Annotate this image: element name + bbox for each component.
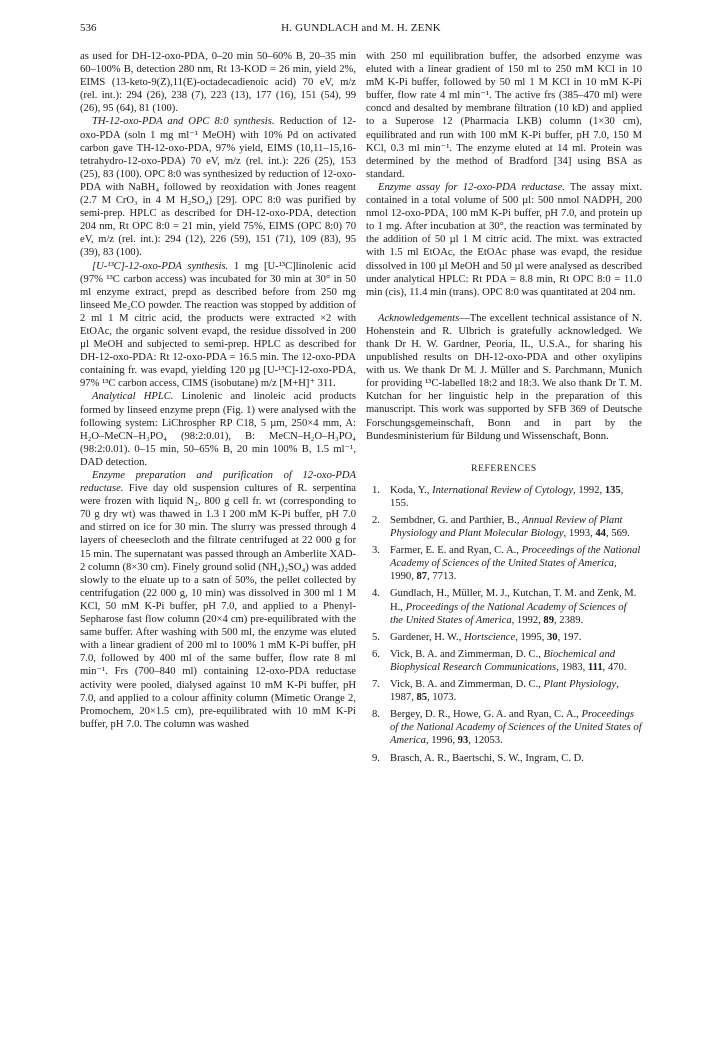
paragraph: as used for DH-12-oxo-PDA, 0–20 min 50–60% B, 20–35 min 60–100% B, detection 280 nm, Rt 13-KOD = 26 min, yield 2%, EIMS (13-keto-9(Z),11(E)-octadecadienoic acid) 70 eV, m/z (rel. int.): 294 (26), 238 (7), 223 (13), 177 (16), 151 (54), 99 (26), 95 (64), 81 (100). <box>80 51 356 115</box>
paragraph <box>80 390 356 469</box>
reference-number: 6. <box>372 648 380 660</box>
paragraph <box>80 115 356 259</box>
references-title: REFERENCES <box>471 463 537 474</box>
reference-number: 5. <box>372 631 380 643</box>
reference-list <box>366 484 642 765</box>
reference-authors: Vick, B. A. and Zimmerman, D. C., <box>390 679 544 691</box>
reference-journal: Biochemical and Biophysical Research Communications <box>390 648 616 673</box>
reference-number: 8. <box>372 709 380 721</box>
reference-year: , 1983, <box>556 661 588 673</box>
reference-volume: 89 <box>543 614 554 626</box>
paragraph: with 250 ml equilibration buffer, the adsorbed enzyme was eluted with a linear gradient of 150 ml to 250 mM KCl in 10 mM K-Pi buffer, followed by 50 ml 1 M KCl in 10 mM K-Pi buffer, flow rate 4 ml min⁻¹. The active frs (385–470 ml) were concd and desalted by membrane filtration (10 kD) and applied to a Superose 12 (Pharmacia LKB) column (1×30 cm), equilibrated and run with 100 mM K-Pi buffer, pH 7.0, 150 M KCl, 0.3 ml min⁻¹. The enzyme eluted at 14 ml. Protein was determined by the method of Bradford [34] using BSA as standard. <box>366 51 642 180</box>
reference-journal: Plant Physiology <box>543 679 617 691</box>
reference-year: , 1995, <box>515 631 547 643</box>
page-number: 536 <box>80 22 97 34</box>
right-column <box>366 50 642 769</box>
reference-authors: Brasch, A. R., Baertschi, S. W., Ingram, C. D. <box>390 752 584 764</box>
acknowledgements-body: —The excellent technical assistance of N. Hohenstein and R. Ulbrich is gratefully acknowledged. We thank Dr H. W. Gardner, Peoria, IL, U.S.A., for sharing his unpublished results on DH-12-oxo-PDA and other oxylipins with us. We thank Dr M. J. Müller and S. Parchmann, Munich for providing ¹³C-labelled 18:2 and 18:3. We also thank Dr T. M. Kutchan for her linguistic help in the preparation of this manuscript. This work was supported by SFB 369 of Deutsche Forschungsgemeinschaft, Bonn and in part by the Bundesministerium für Bildung und Wissenschaft, Bonn. <box>366 312 642 442</box>
reference-year: , 1992, <box>511 614 544 626</box>
reference-authors: Gundlach, H., Müller, M. J., Kutchan, T. M. and Zenk, M. H., <box>390 588 637 613</box>
reference-volume: 85 <box>416 692 428 704</box>
reference-number: 7. <box>372 679 380 691</box>
paragraph-body: Reduction of 12-oxo-PDA (soln 1 mg ml⁻¹ MeOH) with 10% Pd on activated carbon gave TH-12-oxo-PDA, 97% yield, EIMS (10,11–15,16-tetrahydro-12-oxo-PDA) 70 eV, m/z (rel. int.): 226 (25), 153 (25), 83 (100). OPC 8:0 was synthesized by reduction of 12-oxo-PDA with NaBH₄ followed by reoxidation with Jones reagent (2.7 M CrO₃ in 4 M H₂SO₄) [29]. OPC 8:0 was purified by semi-prep. HPLC as described for DH-12-oxo-PDA, detection 204 nm, Rt OPC 8:0 = 21 min, yield 75%, EIMS (OPC 8:0) 70 eV, m/z (rel. int.): 294 (12), 226 (59), 151 (71), 109 (83), 95 (39), 83 (100). <box>80 116 356 259</box>
acknowledgements <box>366 312 642 443</box>
reference-journal: Proceedings of the National Academy of Sciences of the United States of America <box>390 709 642 747</box>
reference-journal: Proceedings of the National Academy of Sciences of the United States of America <box>390 545 641 570</box>
paragraph-body: Five day old suspension cultures of R. serpentina were frozen with liquid N₂, 800 g cell fr. wt (corresponding to 70 g dry wt) was thawed in 1.3 l 200 mM K-Pi buffer, pH 7.0 and stirred on ice for 30 min. The slurry was pressed through 4 layers of cheesecloth and the filtrate centrifuged at 22 000 g for 15 min. The supernatant was passed through an Amberlite XAD-2 column (8×30 cm). Finely ground solid (NH₄)₂SO₄) was added slowly to the eluate up to a satn of 50%, the pellet collected by centrifugation (22 000 g, 10 min) was dissolved in 300 ml 1 M KCl, 50 mM K-Pi buffer, pH 7.0, and applied to a Phenyl-Sepharose fast flow column (20×4 cm) pre-equilibrated with the same buffer. After washing with 500 ml, the enzyme was eluted with a linear gradient of 200 ml to 100% 1 mM K-Pi buffer, pH 7.0, followed by 400 ml of the same buffer, flow rate 8 ml min⁻¹. Frs (700–840 ml) containing 12-oxo-PDA reductase activity were pooled, dialysed against 10 mM K-Pi buffer, pH 7.0, and applied to a colour affinity column (Mimetic Orange 2, Promochem, 20×1.5 cm), pre-equilibrated with 10 mM K-Pi buffer, pH 7.0. The column was washed <box>80 483 356 730</box>
reference-number: 9. <box>372 752 380 764</box>
reference-item <box>366 544 642 583</box>
reference-number: 4. <box>372 588 380 600</box>
reference-pages: , 470. <box>602 661 627 673</box>
reference-authors: Farmer, E. E. and Ryan, C. A., <box>390 545 522 557</box>
reference-year: , 1987, <box>390 679 619 704</box>
paragraph-heading: Analytical HPLC. <box>92 391 174 403</box>
reference-volume: 135 <box>604 484 621 496</box>
reference-item <box>366 648 642 674</box>
paragraph <box>366 181 642 299</box>
reference-authors: Sembdner, G. and Parthier, B., <box>390 515 523 526</box>
reference-journal: Annual Review of Plant Physiology and Plant Molecular Biology <box>390 515 623 540</box>
reference-volume: 111 <box>587 661 603 673</box>
reference-authors: Gardener, H. W., <box>390 631 465 643</box>
paragraph-heading: Enzyme preparation and purification of 12-oxo-PDA reductase. <box>80 470 356 495</box>
reference-pages: , 7713. <box>427 571 457 583</box>
acknowledgements-heading: Acknowledgements <box>378 312 460 324</box>
paragraph <box>80 260 356 391</box>
paragraph-body: Linolenic and linoleic acid products formed by linseed enzyme prepn (Fig. 1) were analysed with the following system: LiChrospher RP C18, 5 µm, 250×4 mm, A: H₂O–MeCN–H₃PO₄ (98:2:0.01), B: MeCN–H₂O–H₃PO₄ (98:2:0.01). 0–15 min, 50–65% B, 20 min 100% B, 1.5 ml⁻¹, DAD detection. <box>80 391 356 468</box>
reference-item <box>366 514 642 540</box>
reference-volume: 93 <box>457 735 469 747</box>
reference-year: , 1990, <box>390 558 617 583</box>
reference-pages: , 197. <box>557 631 582 643</box>
paragraph <box>80 469 356 731</box>
reference-pages: , 569. <box>605 528 630 540</box>
reference-journal: International Review of Cytology <box>432 484 574 496</box>
page-header <box>80 22 642 38</box>
running-title: H. GUNDLACH and M. H. ZENK <box>281 22 441 34</box>
reference-number: 3. <box>372 545 380 557</box>
paragraph-body: The assay mixt. contained in a total volume of 500 µl: 500 nmol NADPH, 200 nmol 12-oxo-PDA, 100 mM K-Pi buffer, pH 7.0, and protein up to 1 mg. After incubation at 30°, the reaction was terminated by the addition of 50 µl 1 M citric acid. The mixt. was extracted with 1.5 ml EtOAc, the EtOAc phase was evapd, the residue dissolved in 100 µl MeOH and 50 µl were analysed as described under analytical HPLC: Rt PDA = 8.8 min, Rt OPC 8:0 = 11.0 min (cis), 11.4 min (trans). OPC 8:0 was quantitated at 204 nm. <box>366 181 642 298</box>
reference-pages: , 155. <box>390 484 624 509</box>
left-column <box>80 50 356 731</box>
reference-number: 1. <box>372 484 380 496</box>
reference-authors: Bergey, D. R., Howe, G. A. and Ryan, C. A., <box>390 709 582 721</box>
reference-journal: Proceedings of the National Academy of Sciences of the United States of America <box>390 601 627 626</box>
reference-item <box>366 484 642 510</box>
paragraph-body: 1 mg [U-¹³C]linolenic acid (97% ¹³C carbon access) was incubated for 30 min at 30° in 50 ml enzyme extract, prepd as described before from 250 mg linseed Me₂CO powder. The reaction was stopped by addition of 2 ml 1 M citric acid, the products were extracted ×2 with EtOAc, the organic solvent evapd, the residue dissolved in 200 µl MeOH and subjected to semi-prep. HPLC as described for DH-12-oxo-PDA: Rt 12-oxo-PDA = 16.5 min. The 12-oxo-PDA containing fr. was evapd, yielding 120 µg [U-¹³C]-12-oxo-PDA, 97% ¹³C carbon access, CIMS (isobutane) m/z [M+H]⁺ 311. <box>80 260 357 390</box>
reference-year: , 1992, <box>573 484 605 496</box>
paragraph-heading: Enzyme assay for 12-oxo-PDA reductase. <box>378 181 565 193</box>
reference-item <box>366 587 642 626</box>
reference-item <box>366 678 642 704</box>
reference-number: 2. <box>372 515 380 526</box>
reference-item <box>366 631 642 644</box>
paragraph-heading: [U-¹³C]-12-oxo-PDA synthesis. <box>92 260 229 272</box>
reference-pages: , 2389. <box>554 614 584 626</box>
reference-pages: , 12053. <box>468 735 503 747</box>
reference-volume: 30 <box>546 631 558 643</box>
reference-year: , 1996, <box>425 735 458 747</box>
reference-volume: 87 <box>416 571 428 583</box>
reference-volume: 44 <box>595 528 606 540</box>
reference-journal: Hortscience <box>464 631 516 643</box>
reference-authors: Koda, Y., <box>390 484 433 496</box>
reference-year: , 1993, <box>563 528 596 540</box>
reference-authors: Vick, B. A. and Zimmerman, D. C., <box>390 648 544 660</box>
reference-item <box>366 708 642 747</box>
reference-item <box>366 752 642 765</box>
reference-pages: , 1073. <box>427 692 457 704</box>
paragraph-heading: TH-12-oxo-PDA and OPC 8:0 synthesis. <box>92 116 275 128</box>
